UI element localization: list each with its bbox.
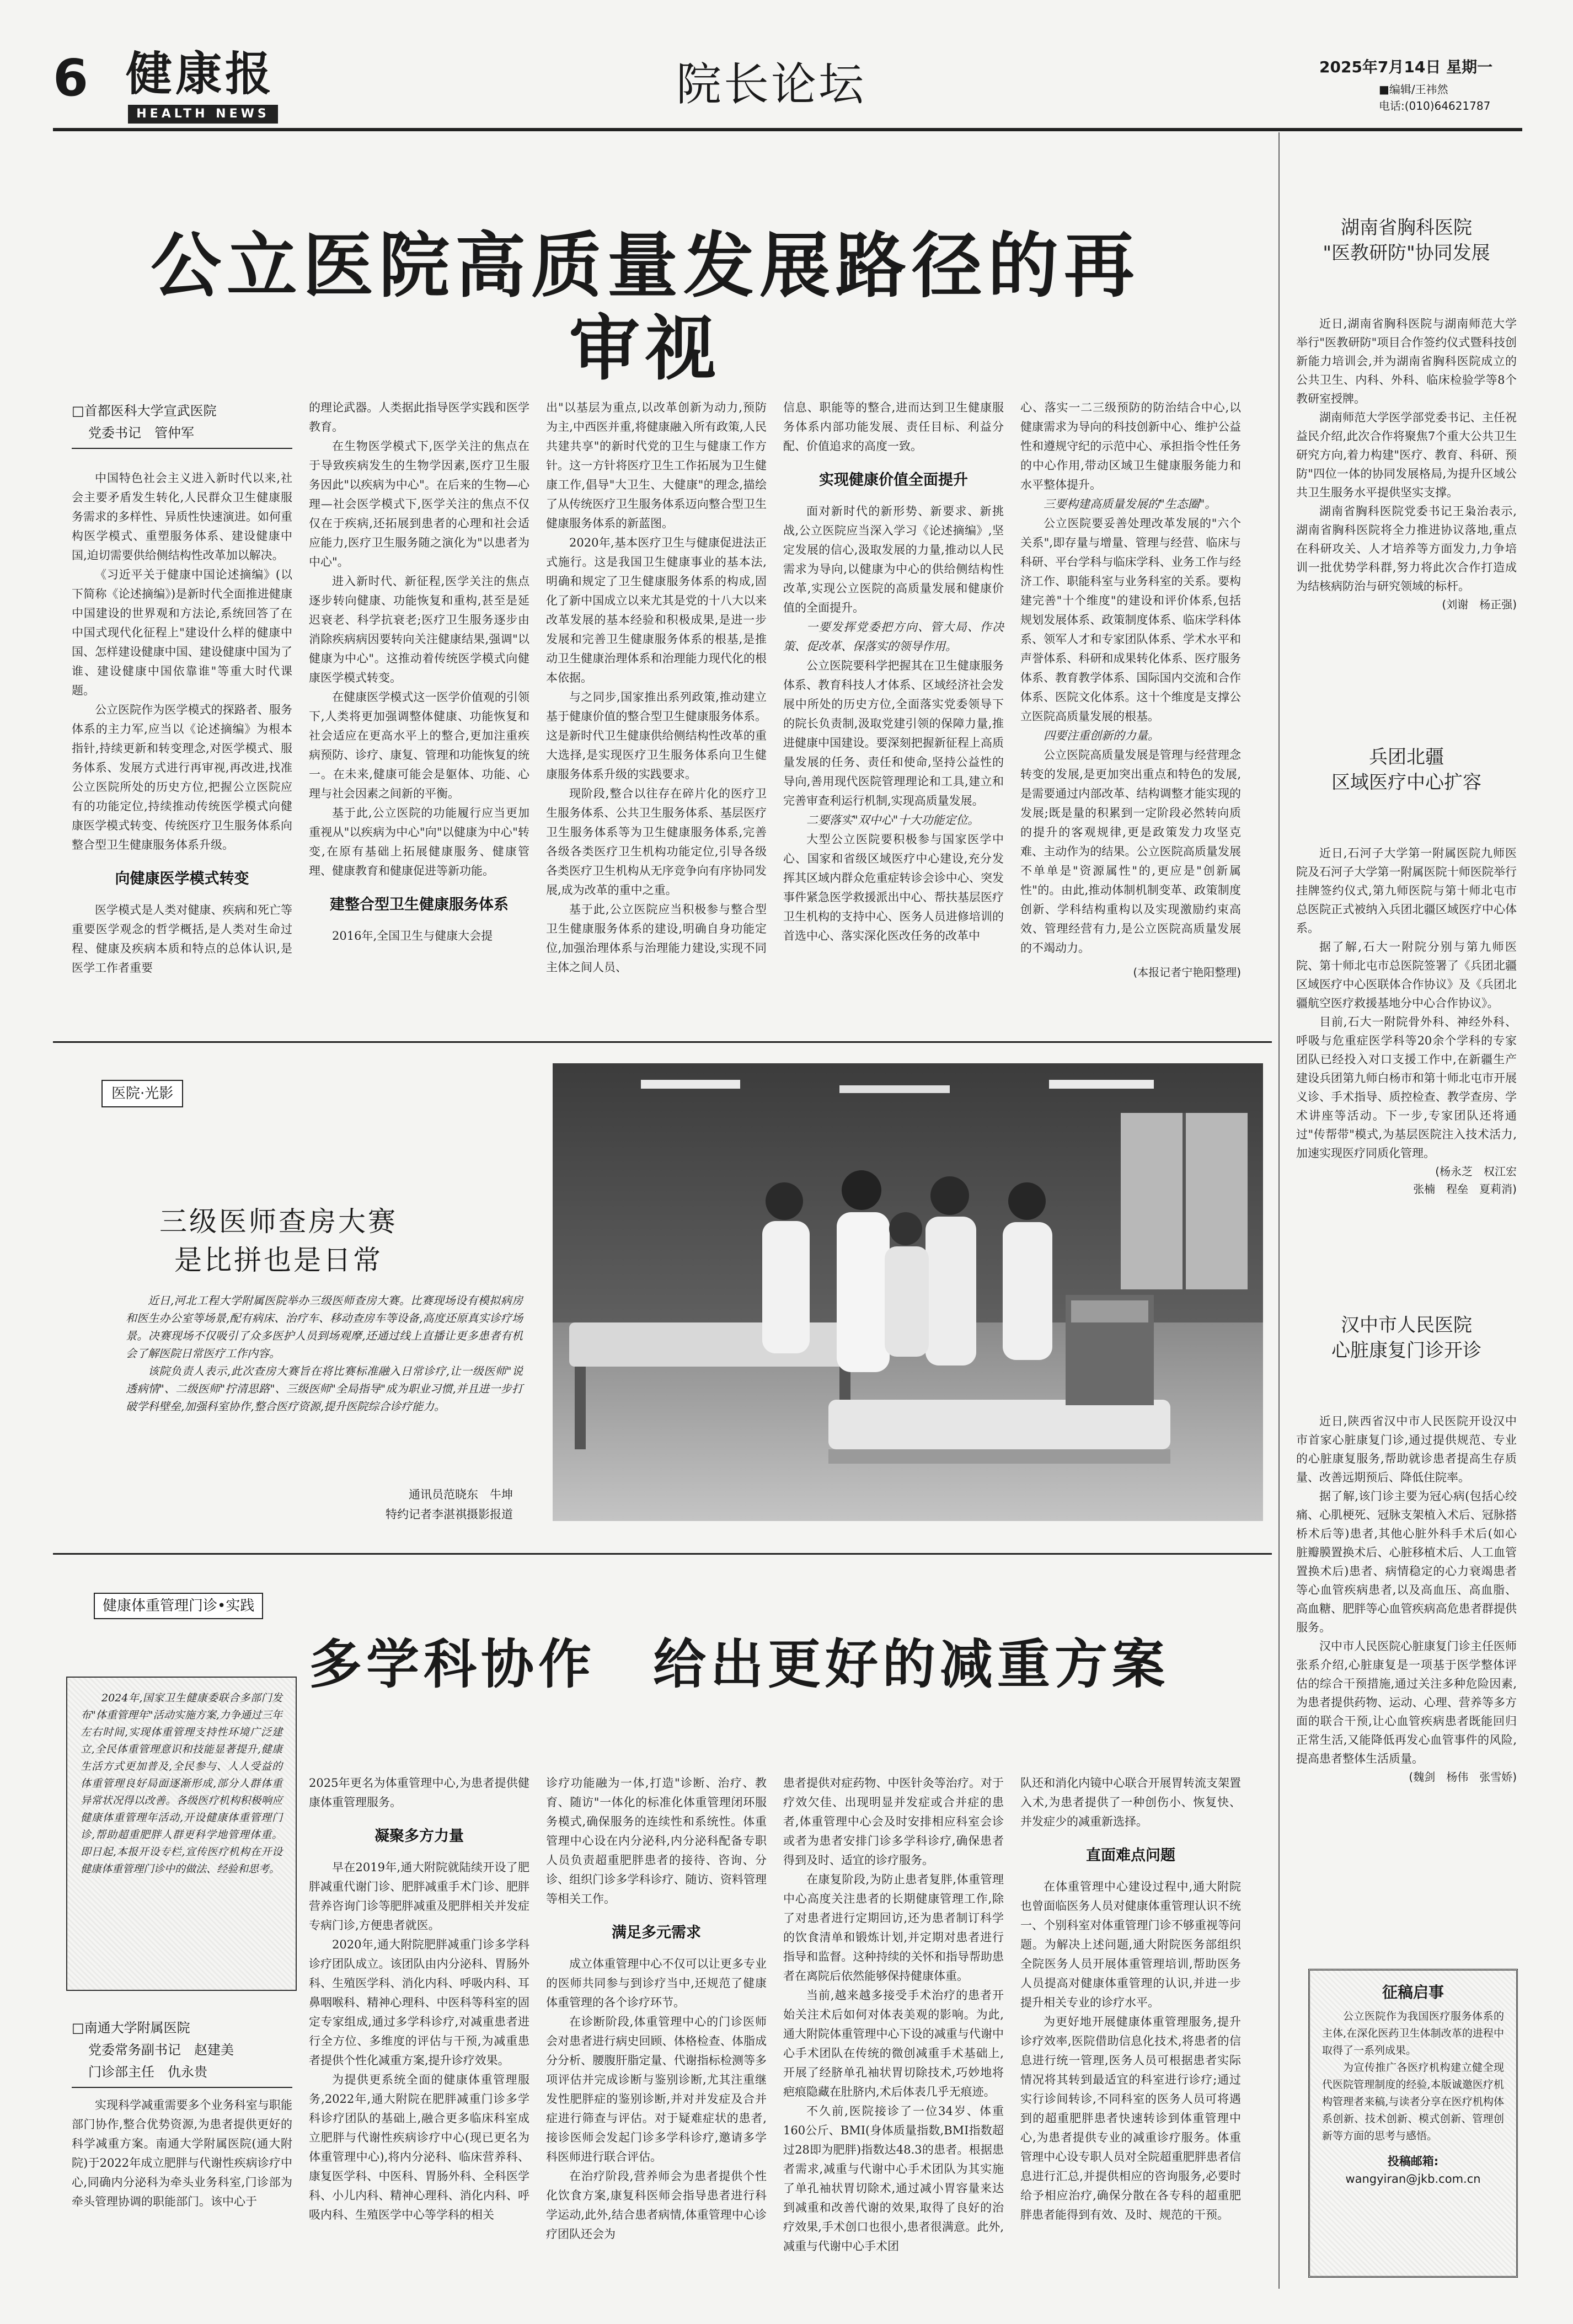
body-paragraph: 2016年,全国卫生与健康大会提: [332, 929, 493, 943]
editor-phone: 电话:(010)64621787: [1379, 99, 1491, 113]
window: [1121, 1113, 1248, 1289]
weight-column-5: [1020, 1774, 1241, 2225]
lead-column-5: [1020, 398, 1241, 981]
photo-credit-1: 通讯员范晓东 牛坤: [409, 1488, 513, 1501]
body-paragraph: 公立医院作为我国医疗服务体系的主体,在深化医药卫生体制改革的进程中取得了一系列成果。: [1322, 2010, 1504, 2057]
paper-name: 健康报: [126, 46, 275, 101]
body-paragraph: 据了解,石大一附院分别与第九师医院、第十师北屯市总医院签署了《兵团北疆区域医疗中心医联体合作协议》及《兵团北疆航空医疗救援基地分中心合作协议》。: [1296, 940, 1517, 1010]
ward-round-photo: [553, 1063, 1263, 1521]
photo-feature-tag: 医院·光影: [101, 1080, 183, 1107]
weight-author-org: □南通大学附属医院: [72, 2020, 190, 2036]
weight-article-tag: 健康体重管理门诊•实践: [94, 1593, 263, 1619]
body-paragraph: 心、落实一二三级预防的防治结合中心,以健康需求为导向的科技创新中心、维护公益性和遵规守纪的示范中心、承担指令性任务的中心作用,带动区域卫生健康服务能力和水平整体提升。: [1020, 401, 1241, 491]
body-paragraph: 出"以基层为重点,以改革创新为动力,预防为主,中西医并重,将健康融入所有政策,人民共建共享"的新时代党的卫生与健康工作方针。这一方针将医疗卫生工作拓展为卫生健康工作,倡导"大卫生、大健康"的理念,描绘了从传统医疗卫生服务体系迈向整合型卫生健康服务体系的新蓝图。: [546, 401, 767, 530]
sidebar-story-2: [1296, 844, 1517, 1198]
section-subhead: 建整合型卫生健康服务体系: [330, 896, 509, 913]
body-paragraph: 据了解,该门诊主要为冠心病(包括心绞痛、心肌梗死、冠脉支架植入术后、冠脉搭桥术后等)患者,其他心脏外科手术后(如心脏瓣膜置换术后、心脏移植术后、人工血管置换术后)患者、病情稳定的心力衰竭患者等心血管疾病患者,以及高血压、高血脂、高血糖、肥胖等心血管疾病高危患者群提供服务。: [1296, 1490, 1517, 1634]
section-subhead: 凝聚多方力量: [374, 1828, 464, 1845]
body-paragraph: 在诊断阶段,体重管理中心的门诊医师会对患者进行病史回顾、体格检查、体脂成分分析、腰腹肝脂定量、代谢指标检测等多项评估并完成诊断与鉴别诊断,尤其注重继发性肥胖症的鉴别诊断,并对并发症及合并症进行筛查与评估。对于疑难症状的患者,接诊医师会发起门诊多学科诊疗,邀请多学科医师进行联合评估。: [546, 2015, 767, 2164]
editor-name: ■编辑/王祎然: [1379, 83, 1448, 96]
body-paragraph: 不久前,医院接诊了一位34岁、体重160公斤、BMI(身体质量指数,BMI指数超过28即为肥胖)指数达48.3的患者。根据患者需求,减重与代谢中心手术团队为其实施了单孔袖状胃切除术,通过减小胃容量来达到减重和改善代谢的效果,取得了良好的治疗效果,手术创口也很小,患者很满意。此外,减重与代谢中心手术团: [783, 2105, 1004, 2253]
sidebar-divider: [1278, 132, 1280, 2289]
author-rule: [72, 2087, 292, 2088]
body-paragraph: 早在2019年,通大附院就陆续开设了肥胖减重代谢门诊、肥胖减重手术门诊、肥胖营养咨询门诊等肥胖减重及肥胖相关并发症专病门诊,方便患者就医。: [309, 1861, 529, 1932]
body-paragraph: 基于此,公立医院的功能履行应当更加重视从"以疾病为中心"向"以健康为中心"转变,在原有基础上拓展健康服务、健康管理、健康教育和健康促进等新功能。: [309, 806, 529, 877]
body-paragraph: 2025年更名为体重管理中心,为患者提供健康体重管理服务。: [309, 1776, 529, 1809]
sidebar-credit: (杨永芝 权江宏 张楠 程垒 夏莉消): [1413, 1165, 1517, 1196]
section-subhead: 实现健康价值全面提升: [819, 472, 968, 489]
body-paragraph: 为宣传推广各医疗机构建立健全现代医院管理制度的经验,本版诚邀医疗机构管理者来稿,与读者分享在医疗机构体系创新、技术创新、模式创新、管理创新等方面的思考与感悟。: [1322, 2061, 1504, 2142]
body-paragraph: 队还和消化内镜中心联合开展胃转流支架置入术,为患者提供了一种创伤小、恢复快、并发症少的减重新选择。: [1020, 1776, 1241, 1828]
emphasis-paragraph: 一要发挥党委把方向、管大局、作决策、促改革、保落实的领导作用。: [783, 620, 1004, 653]
body-paragraph: 公立医院作为医学模式的探路者、服务体系的主力军,应当以《论述摘编》为根本指针,持续更新和转变理念,对医学模式、服务体系、发展方式进行再审视,再改进,找准公立医院所处的历史方位,把握公立医院应有的功能定位,持续推动传统医学模式向健康医学模式转变、传统医疗卫生服务体系向整合型卫生健康服务体系升级。: [72, 703, 292, 852]
body-paragraph: 在康复阶段,为防止患者复胖,体重管理中心高度关注患者的长期健康管理工作,除了对患者进行定期回访,还为患者制订科学的饮食清单和锻炼计划,并定期对患者进行指导和监督。这种持续的关怀和指导帮助患者在离院后依然能够保持健康体重。: [783, 1873, 1004, 1983]
photo-feature-caption: [126, 1292, 523, 1415]
body-paragraph: 患者提供对症药物、中医针灸等治疗。对于疗效欠佳、出现明显并发症或合并症的患者,体重管理中心会及时安排相应科室会诊或者为患者安排门诊多学科诊疗,确保患者得到及时、适宜的诊疗服务。: [783, 1776, 1004, 1867]
weight-intro-text: 2024年,国家卫生健康委联合多部门发布"体重管理年"活动实施方案,力争通过三年左右时间,实现体重管理支持性环境广泛建立,全民体重管理意识和技能显著提升,健康生活方式更加普及,全民参与、人人受益的体重管理良好局面逐渐形成,部分人群体重异常状况得以改善。各级医疗机构积极响应健康体重管理年活动,开设健康体重管理门诊,帮助超重肥胖人群更科学地管理体重。即日起,本报开设专栏,宣传医疗机构在开设健康体重管理门诊中的做法、经验和思考。: [81, 1692, 282, 1875]
body-paragraph: 近日,湖南省胸科医院与湖南师范大学举行"医教研防"项目合作签约仪式暨科技创新能力培训会,并为湖南省胸科医院成立的公共卫生、内科、外科、临床检验学等8个教研室授牌。: [1296, 317, 1517, 405]
body-paragraph: 2020年,基本医疗卫生与健康促进法正式施行。这是我国卫生健康事业的基本法,明确和规定了卫生健康服务体系的构成,固化了新中国成立以来尤其是党的十八大以来改革发展的基本经验和积极成果,是进一步发展和完善卫生健康服务体系的根基,是推动卫生健康治理体系和治理能力现代化的根本依据。: [546, 536, 767, 684]
section-subhead: 直面难点问题: [1086, 1847, 1175, 1864]
body-paragraph: 湖南省胸科医院党委书记王枭治表示,湖南省胸科医院将全力推进协议落地,重点在科研攻关、人才培养等方面发力,力争培训一批优势学科群,努力将此次合作打造成为结核病防治与研究领域的标杆。: [1296, 505, 1517, 593]
body-paragraph: 实现科学减重需要多个业务科室与职能部门协作,整合优势资源,为患者提供更好的科学减重方案。南通大学附属医院(通大附院)于2022年成立肥胖与代谢性疾病诊疗中心,同确内分泌科为牵头业务科室,门诊部为牵头管理协调的职能部门。该中心于: [72, 2098, 292, 2208]
body-paragraph: 近日,陕西省汉中市人民医院开设汉中市首家心脏康复门诊,通过提供规范、专业的心脏康复服务,帮助就诊患者提高生存质量、改善远期预后、降低住院率。: [1296, 1415, 1517, 1484]
email-label: 投稿邮箱:: [1387, 2155, 1439, 2168]
submission-email[interactable]: wangyiran@jkb.com.cn: [1345, 2172, 1481, 2186]
body-paragraph: 现阶段,整合以往存在碎片化的医疗卫生服务体系、公共卫生服务体系、基层医疗卫生服务体系等为卫生健康服务体系,完善各级各类医疗卫生机构功能定位,引导各级各类医疗卫生机构从无序竞争向有序协同发展,成为改革的重中之重。: [546, 787, 767, 897]
call-for-submissions-box: [1308, 1969, 1518, 2278]
weight-author-title-1: 党委常务副书记 赵建美: [88, 2042, 234, 2058]
paper-name-en: HEALTH NEWS: [128, 105, 278, 124]
body-paragraph: 大型公立医院要积极参与国家医学中心、国家和省级区域医疗中心建设,充分发挥其区域内群众危重症转诊会诊中心、突发事件紧急医学救援派出中心、帮扶基层医疗卫生机构的支持中心、医务人员进修培训的首选中心、落实深化医改任务的改革中: [783, 833, 1004, 943]
body-paragraph: 医学模式是人类对健康、疾病和死亡等重要医学观念的哲学概括,是人类对生命过程、健康及疾病本质和特点的总体认识,是医学工作者重要: [72, 903, 292, 974]
sidebar-story-1: [1296, 314, 1517, 613]
sidebar-credit: (魏剑 杨伟 张雪娇): [1409, 1770, 1517, 1784]
body-paragraph: 当前,越来越多接受手术治疗的患者开始关注术后如何对体表美观的影响。为此,通大附院体重管理中心下设的减重与代谢中心手术团队在传统的微创减重手术基础上,开展了经脐单孔袖状胃切除技术,巧妙地将疤痕隐藏在肚脐内,术后体表几乎无痕迹。: [783, 1989, 1004, 2098]
body-paragraph: 公立医院高质量发展是管理与经营理念转变的发展,是更加突出重点和特色的发展,是需要通过内部改革、结构调整才能实现的发展;既是量的积累到一定阶段必然转向质的提升的客观规律,更是政策发力攻坚克难、主动作为的结果。公立医院高质量发展不单单是"资源属性"的,更应是"创新属性"的。由此,推动体制机制变革、政策制度创新、学科结构重构以及实现激励约束高效、管理经营有力,是公立医院高质量发展的不竭动力。: [1020, 748, 1241, 955]
caption-paragraph: 近日,河北工程大学附属医院举办三级医师查房大赛。比赛现场设有模拟病房和医生办公室等场景,配有病床、治疗车、移动查房车等设备,高度还原真实诊疗场景。决赛现场不仅吸引了众多医护人员到场观摩,还通过线上直播让更多患者有机会了解医院日常医疗工作内容。: [126, 1294, 523, 1360]
emphasis-paragraph: 二要落实"双中心"十大功能定位。: [806, 813, 980, 827]
weight-section-top-rule: [53, 1553, 1272, 1555]
sidebar-title-3: 汉中市人民医院 心脏康复门诊开诊: [1331, 1314, 1481, 1362]
emphasis-paragraph: 三要构建高质量发展的"生态圈"。: [1044, 497, 1217, 511]
sidebar-story-3: [1296, 1412, 1517, 1786]
body-paragraph: 在生物医学模式下,医学关注的焦点在于导致疾病发生的生物学因素,医疗卫生服务因此"以疾病为中心"。在后来的生物—心理—社会医学模式下,医学关注的焦点不仅仅在于疾病,还拓展到患者的心理和社会适应能力,医疗卫生服务随之演化为"以患者为中心"。: [309, 440, 529, 569]
body-paragraph: 公立医院要妥善处理改革发展的"六个关系",即存量与增量、管理与经营、临床与科研、平台学科与临床学科、业务工作与经济工作、职能科室与业务科室的关系。要构建完善"十个维度"的建设和评价体系,包括规划发展体系、政策制度体系、临床学科体系、领军人才和专家团队体系、学术水平和声誉体系、科研和成果转化体系、医疗服务体系、教育教学体系、国际国内交流和合作体系、医院文化体系。这十个维度是支撑公立医院高质量发展的根基。: [1020, 517, 1241, 723]
lead-headline: 公立医院高质量发展路径的再审视: [150, 225, 1140, 390]
weight-headline: 多学科协作 给出更好的减重方案: [309, 1634, 1169, 1695]
body-paragraph: 2020年,通大附院肥胖减重门诊多学科诊疗团队成立。该团队由内分泌科、胃肠外科、生殖医学科、消化内科、呼吸内科、耳鼻咽喉科、精神心理科、中医科等科室的固定专家组成,通过多学科诊疗,对减重患者进行全方位、多维度的评估与干预,为减重患者提供个性化减重方案,提升诊疗效果。: [309, 1938, 529, 2067]
weight-column-4: [783, 1774, 1004, 2256]
body-paragraph: 在健康医学模式这一医学价值观的引领下,人类将更加强调整体健康、功能恢复和社会适应在更高水平上的整合,更加注重疾病预防、诊疗、康复、管理和功能恢复的统一。在未来,健康可能会是躯体、功能、心理与社会因素之间新的平衡。: [309, 690, 529, 800]
call-title: 征稿启事: [1382, 1983, 1444, 2001]
body-paragraph: 信息、职能等的整合,进而达到卫生健康服务体系内部功能发展、责任目标、利益分配、价值追求的高度一致。: [783, 401, 1004, 453]
body-paragraph: 面对新时代的新形势、新要求、新挑战,公立医院应当深入学习《论述摘编》,坚定发展的信心,汲取发展的力量,推动以人民需求为导向,以健康为中心的供给侧结构性改革,实现公立医院的高质量发展和健康价值的全面提升。: [783, 505, 1004, 614]
sidebar-credit: (刘谢 杨正强): [1442, 598, 1517, 611]
section-title: 院长论坛: [676, 58, 866, 111]
lead-column-3: [546, 398, 767, 977]
author-rule: [72, 448, 292, 449]
weight-author-title-2: 门诊部主任 仇永贵: [88, 2064, 207, 2080]
body-paragraph: 在体重管理中心建设过程中,通大附院也曾面临医务人员对健康体重管理认识不统一、个别科室对体重管理门诊不够重视等问题。为解决上述问题,通大附院医务部组织全院医务人员开展体重管理培训,帮助医务人员提高对健康体重管理的认识,并进一步提升相关专业的诊疗水平。: [1020, 1880, 1241, 2009]
body-paragraph: 近日,石河子大学第一附属医院九师医院及石河子大学第一附属医院十师医院举行挂牌签约仪式,第九师医院与第十师北屯市总医院正式被纳入兵团北疆区域医疗中心体系。: [1296, 847, 1517, 935]
weight-column-1: [72, 2096, 292, 2211]
page-number: 6: [53, 49, 89, 108]
call-text: [1322, 2008, 1504, 2145]
lead-column-2: [309, 398, 529, 946]
body-paragraph: 《习近平关于健康中国论述摘编》(以下简称《论述摘编》)是新时代全面推进健康中国建设的世界观和方法论,系统回答了在中国式现代化征程上"建设什么样的健康中国、怎样建设健康中国、建设健康中国为了谁、建设健康中国依靠谁"等重大时代课题。: [72, 568, 292, 697]
emphasis-paragraph: 四要注重创新的力量。: [1044, 729, 1159, 742]
lead-byline: (本报记者宁艳阳整理): [1133, 966, 1241, 979]
body-paragraph: 基于此,公立医院应当积极参与整合型卫生健康服务体系的建设,明确自身功能定位,加强治理体系与治理能力建设,实现不同主体之间人员、: [546, 903, 767, 974]
sidebar-title-2: 兵团北疆 区域医疗中心扩容: [1331, 746, 1481, 794]
section-subhead: 满足多元需求: [612, 1924, 701, 1941]
section-subhead: 向健康医学模式转变: [115, 870, 249, 887]
body-paragraph: 诊疗功能融为一体,打造"诊断、治疗、教育、随访"一体化的标准化体重管理闭环服务模式,确保服务的连续性和系统性。体重管理中心设在内分泌科,内分泌科配备专职人员负责超重肥胖患者的接待、咨询、分诊、组织门诊多学科诊疗、随访、资料管理等相关工作。: [546, 1776, 767, 1905]
issue-date: 2025年7月14日 星期一: [1319, 58, 1493, 76]
body-paragraph: 湖南师范大学医学部党委书记、主任祝益民介绍,此次合作将聚焦7个重大公共卫生研究方向,着力构建"医疗、教育、科研、预防"四位一体的协同发展格局,为提升区域公共卫生服务水平提供坚实支撑。: [1296, 411, 1517, 499]
lead-author-org: □首都医科大学宣武医院: [72, 403, 217, 419]
sidebar-title-1: 湖南省胸科医院 "医教研防"协同发展: [1323, 217, 1490, 264]
lead-column-1: [72, 469, 292, 978]
body-paragraph: 为提供更系统全面的健康体重管理服务,2022年,通大附院在肥胖减重门诊多学科诊疗团队的基础上,融合更多临床科室成立肥胖与代谢性疾病诊疗中心(现已更名为体重管理中心),将内分泌科、临床营养科、康复医学科、中医科、胃肠外科、全科医学科、小儿内科、精神心理科、消化内科、呼吸内科、生殖医学中心等学科的相关: [309, 2073, 529, 2221]
body-paragraph: 成立体重管理中心不仅可以让更多专业的医师共同参与到诊疗当中,还规范了健康体重管理的各个诊疗环节。: [546, 1957, 767, 2009]
photo-credit-2: 特约记者李湛祺摄影报道: [386, 1508, 513, 1521]
weight-column-3: [546, 1774, 767, 2244]
body-paragraph: 的理论武器。人类据此指导医学实践和医学教育。: [309, 401, 529, 433]
lead-column-4: [783, 398, 1004, 946]
body-paragraph: 在治疗阶段,营养师会为患者提供个性化饮食方案,康复科医师会指导患者进行科学运动,此外,结合患者病情,体重管理中心诊疗团队还会为: [546, 2170, 767, 2241]
photo-section-top-rule: [53, 1041, 1272, 1043]
body-paragraph: 为更好地开展健康体重管理服务,提升诊疗效率,医院借助信息化技术,将患者的信息进行统一管理,医务人员可根据患者实际情况将其转到最适宜的科室进行诊疗;通过实行诊间转诊,不同科室的医务人员可将遇到的超重肥胖患者快速转诊到体重管理中心,为患者提供专业的减重诊疗服务。体重管理中心设专职人员对全院超重肥胖患者信息进行汇总,并提供相应的咨询服务,必要时给予相应治疗,确保分散在各专科的超重肥胖患者能得到有效、及时、规范的干预。: [1020, 2015, 1241, 2221]
body-paragraph: 公立医院要科学把握其在卫生健康服务体系、教育科技人才体系、区域经济社会发展中所处的历史方位,全面落实党委领导下的院长负责制,汲取党建引领的保障力量,推进健康中国建设。要深刻把握新征程上高质量发展的任务、责任和使命,坚持公益性的导向,善用现代医院管理理论和工具,建立和完善审查利运行机制,实现高质量发展。: [783, 659, 1004, 807]
body-paragraph: 与之同步,国家推出系列政策,推动建立基于健康价值的整合型卫生健康服务体系。这是新时代卫生健康供给侧结构性改革的重大选择,是实现医疗卫生服务体系向卫生健康服务体系升级的实践要求。: [546, 690, 767, 781]
medical-cart: [1066, 1295, 1154, 1405]
body-paragraph: 汉中市人民医院心脏康复门诊主任医师张系介绍,心脏康复是一项基于医学整体评估的综合干预措施,通过关注多种危险因素,为患者提供药物、运动、心理、营养等多方面的联合干预,让心血管疾病患者既能回归正常生活,又能降低再发心血管事件的风险,提高患者整体生活质量。: [1296, 1640, 1517, 1765]
caption-paragraph: 该院负责人表示,此次查房大赛旨在将比赛标准融入日常诊疗,让一级医师"说透病情"、二级医师"拧清思路"、三级医师"全局指导"成为职业习惯,并且进一步打破学科壁垒,加强科室协作,整合医疗资源,提升医院综合诊疗能力。: [126, 1364, 523, 1413]
masthead-rule: [53, 128, 1522, 131]
lead-author-title: 党委书记 管仲军: [88, 425, 194, 441]
body-paragraph: 目前,石大一附院骨外科、神经外科、呼吸与危重症医学科等20余个学科的专家团队已经投入对口支援工作中,在新疆生产建设兵团第九师白杨市和第十师北屯市开展义诊、手术指导、质控检查、教学查房、学术讲座等活动。下一步,专家团队还将通过"传帮带"模式,为基层医院注入技术活力,加速实现医疗同质化管理。: [1296, 1015, 1517, 1160]
body-paragraph: 中国特色社会主义进入新时代以来,社会主要矛盾发生转化,人民群众卫生健康服务需求的多样性、异质性快速演进。如何重构医学模式、重塑服务体系、建设健康中国,迫切需要供给侧结构性改革加以解决。: [72, 472, 292, 562]
photo-feature-headline: 三级医师查房大赛 是比拼也是日常: [159, 1206, 398, 1276]
weight-column-2: [309, 1774, 529, 2225]
body-paragraph: 进入新时代、新征程,医学关注的焦点逐步转向健康、功能恢复和重构,甚至是延迟衰老、科学抗衰老;医疗卫生服务逐步由消除疾病病因要转向关注健康结果,强调"以健康为中心"。这推动着传统医学模式向健康医学模式转变。: [309, 575, 529, 684]
weight-intro-box: [66, 1677, 297, 1991]
